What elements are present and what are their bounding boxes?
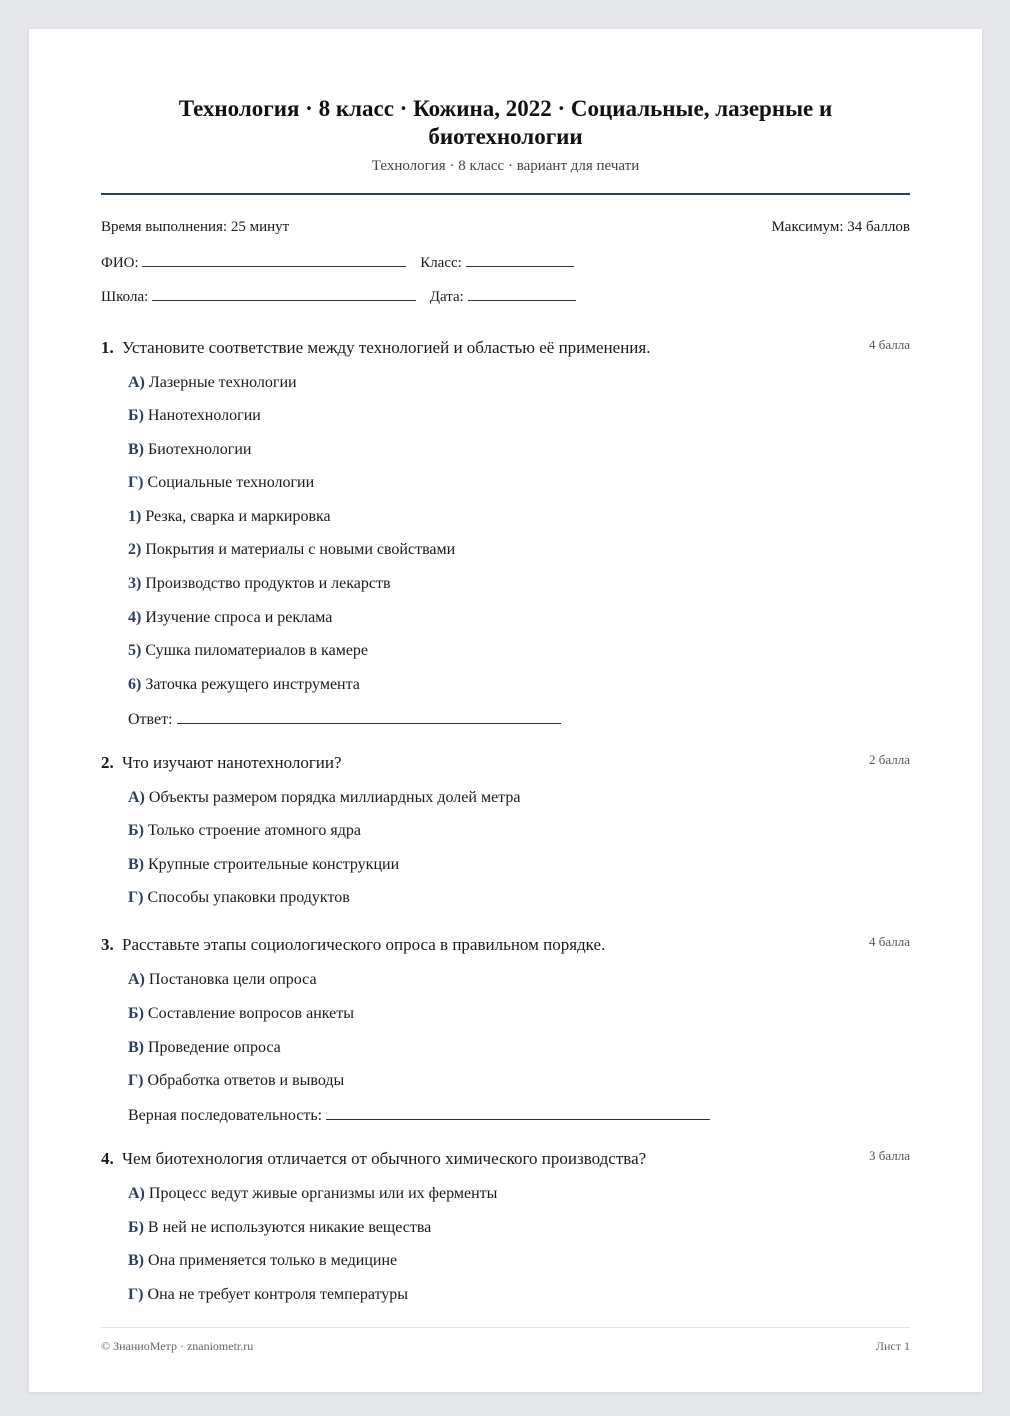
option-g <box>128 473 314 493</box>
option-text: Биотехнологии <box>148 441 252 458</box>
option-b <box>128 406 261 426</box>
answer-row <box>128 709 561 730</box>
option-v <box>128 1038 281 1058</box>
time-limit: Время выполнения: 25 минут <box>101 219 290 235</box>
option-letter: 3) <box>128 575 142 592</box>
option-4 <box>128 608 332 628</box>
option-text: Крупные строительные конструкции <box>148 856 400 873</box>
option-letter: А) <box>128 1185 145 1202</box>
option-v <box>128 855 399 875</box>
option-a <box>128 373 297 393</box>
question-text: Расставьте этапы социологического опроса в правильном порядке. <box>122 935 606 954</box>
school-field[interactable] <box>152 286 416 301</box>
option-letter: Г) <box>128 474 144 491</box>
option-letter: А) <box>128 789 145 806</box>
option-g <box>128 1285 408 1305</box>
option-text: Социальные технологии <box>147 474 315 491</box>
question-number: 3. <box>101 935 114 954</box>
fio-field[interactable] <box>142 252 406 267</box>
page-title: Технология · 8 класс · Кожина, 2022 · Социальные, лазерные и биотехнологии <box>178 96 833 149</box>
page-number: Лист 1 <box>875 1339 910 1353</box>
option-letter: Б) <box>128 407 144 424</box>
question-number: 4. <box>101 1149 114 1168</box>
option-text: Она не требует контроля температуры <box>147 1286 409 1303</box>
question-points: 3 балла <box>869 1148 910 1163</box>
option-letter: А) <box>128 971 145 988</box>
option-text: Только строение атомного ядра <box>147 822 361 839</box>
question-text: Чем биотехнология отличается от обычного химического производства? <box>122 1149 647 1168</box>
option-text: Нанотехнологии <box>147 407 261 424</box>
option-text: Сушка пиломатериалов в камере <box>145 642 369 659</box>
option-letter: В) <box>128 1039 144 1056</box>
option-text: Покрытия и материалы с новыми свойствами <box>145 541 456 558</box>
option-5 <box>128 641 368 661</box>
question-points: 4 балла <box>869 934 910 949</box>
question-number: 1. <box>101 338 114 357</box>
option-text: Резка, сварка и маркировка <box>145 508 331 525</box>
class-field[interactable] <box>466 252 574 267</box>
question-3 <box>101 934 910 1124</box>
school-label: Школа: <box>101 289 149 305</box>
question-points: 4 балла <box>869 337 910 352</box>
option-text: Постановка цели опроса <box>148 971 317 988</box>
question-header <box>101 337 910 359</box>
option-letter: Г) <box>128 1286 144 1303</box>
footer-copyright: © ЗнаниоМетр · znaniometr.ru <box>101 1339 254 1353</box>
question-number: 2. <box>101 753 114 772</box>
option-text: Заточка режущего инструмента <box>145 676 360 693</box>
page-content <box>101 29 910 1392</box>
question-text: Что изучают нанотехнологии? <box>122 753 342 772</box>
meta-name-row <box>101 252 910 272</box>
option-b <box>128 1218 431 1238</box>
option-b <box>128 1004 354 1024</box>
meta-school-row <box>101 286 910 306</box>
option-text: Лазерные технологии <box>148 374 297 391</box>
question-header <box>101 752 910 774</box>
option-3 <box>128 574 391 594</box>
class-label: Класс: <box>420 255 462 271</box>
option-letter: А) <box>128 374 145 391</box>
option-letter: Б) <box>128 1219 144 1236</box>
option-letter: Б) <box>128 822 144 839</box>
page-subtitle: Технология · 8 класс · вариант для печати <box>371 158 640 174</box>
max-score: Максимум: 34 баллов <box>771 219 910 235</box>
date-label: Дата: <box>429 289 464 305</box>
option-g <box>128 1071 344 1091</box>
date-field[interactable] <box>468 286 576 301</box>
question-4 <box>101 1148 910 1303</box>
option-a <box>128 788 520 808</box>
fio-label: ФИО: <box>101 255 139 271</box>
option-letter: 6) <box>128 676 142 693</box>
option-a <box>128 970 317 990</box>
footer-divider <box>101 1327 910 1328</box>
option-text: Она применяется только в медицине <box>148 1252 398 1269</box>
question-text: Установите соответствие между технологией и областью её применения. <box>122 338 651 357</box>
option-v <box>128 1251 397 1271</box>
option-text: Объекты размером порядка миллиардных долей метра <box>148 789 521 806</box>
option-2 <box>128 540 455 560</box>
sequence-answer-label: Верная последовательность: <box>128 1107 323 1124</box>
option-letter: 5) <box>128 642 142 659</box>
option-letter: В) <box>128 856 144 873</box>
option-text: Производство продуктов и лекарств <box>145 575 391 592</box>
option-letter: 2) <box>128 541 142 558</box>
option-letter: В) <box>128 1252 144 1269</box>
question-header <box>101 934 910 956</box>
option-text: Проведение опроса <box>148 1039 281 1056</box>
option-v <box>128 440 251 460</box>
option-1 <box>128 507 331 527</box>
worksheet-page <box>29 29 982 1392</box>
option-text: Изучение спроса и реклама <box>145 609 333 626</box>
option-text: Составление вопросов анкеты <box>147 1005 354 1022</box>
answer-label: Ответ: <box>128 711 173 728</box>
meta-time-row <box>101 219 910 236</box>
question-header <box>101 1148 910 1170</box>
option-letter: Б) <box>128 1005 144 1022</box>
sequence-answer-field[interactable] <box>326 1105 710 1120</box>
option-text: Процесс ведут живые организмы или их ферменты <box>148 1185 498 1202</box>
option-a <box>128 1184 497 1204</box>
question-points: 2 балла <box>869 752 910 767</box>
option-letter: 4) <box>128 609 142 626</box>
option-text: Способы упаковки продуктов <box>147 889 350 906</box>
question-2 <box>101 752 910 906</box>
option-letter: 1) <box>128 508 142 525</box>
question-1 <box>101 337 910 728</box>
sequence-answer-row <box>128 1105 710 1126</box>
option-b <box>128 821 361 841</box>
option-g <box>128 888 350 908</box>
option-letter: Г) <box>128 889 144 906</box>
option-letter: Г) <box>128 1072 144 1089</box>
title-divider <box>101 193 910 195</box>
option-6 <box>128 675 360 695</box>
option-text: В ней не используются никакие вещества <box>147 1219 432 1236</box>
answer-field[interactable] <box>177 709 561 724</box>
option-text: Обработка ответов и выводы <box>147 1072 345 1089</box>
option-letter: В) <box>128 441 144 458</box>
